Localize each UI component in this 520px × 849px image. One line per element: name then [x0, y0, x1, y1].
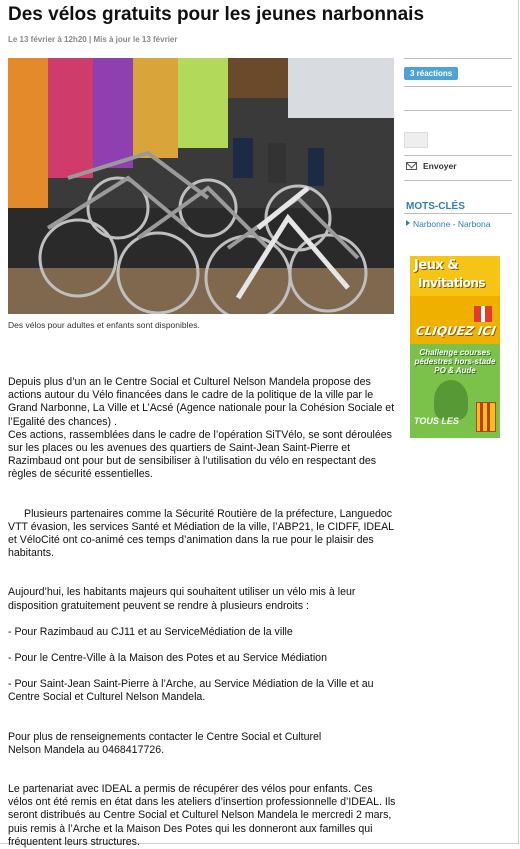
- ad-tous: TOUS LES: [414, 416, 459, 426]
- gift-icon: [474, 306, 492, 322]
- ad-header: [410, 256, 500, 296]
- article-photo[interactable]: [8, 58, 394, 314]
- ad-challenge: [410, 344, 500, 438]
- date-separator: |: [88, 35, 92, 44]
- bicycles-photo-illustration: [8, 58, 394, 314]
- keywords-list[interactable]: [406, 219, 491, 229]
- sidebar-divider: [404, 110, 512, 111]
- paragraph: Depuis plus d’un an le Centre Social et Culturel Nelson Mandela propose des actions autour du Vélo financées dans le cadre de la politique de la ville par le Grand Narbonne, La Ville et L’Acsé (Agence nationale pour la Cohésion Sociale et l’Egalité des chances) .: [8, 376, 395, 428]
- share-widget[interactable]: [404, 132, 428, 148]
- page-title: Des vélos gratuits pour les jeunes narbonnais: [8, 4, 425, 25]
- photo-caption: Des vélos pour adultes et enfants sont disponibles.: [8, 320, 200, 330]
- ad-challenge-text: Challenge courses pédestres hors-stade PO & Aude: [414, 348, 496, 375]
- send-label: Envoyer: [423, 161, 457, 171]
- send-link[interactable]: [406, 161, 457, 171]
- reactions-badge[interactable]: 3 réactions: [404, 67, 458, 80]
- paragraph: Plusieurs partenaires comme la Sécurité Routière de la préfecture, Languedoc VTT évasion, les services Santé et Médiation de la ville, l’ABP21, le CIDFF, IDEAL et VéloCité ont co-animé ces temps d’animation dans la rue pour le plaisir des habitants.: [8, 507, 394, 560]
- publish-date: Le 13 février à 12h20: [8, 35, 87, 44]
- paragraph: Pour plus de renseignements contacter le Centre Social et Culturel Nelson Mandela au 0468417726.: [8, 730, 322, 756]
- envelope-icon: [406, 162, 417, 170]
- paragraph: Ces actions, rassemblées dans le cadre de l’opération SiTVélo, se sont déroulées sur les places ou les avenues des quartiers de Saint-Jean Saint-Pierre et Razimbaud ont pour but de sensibiliser à l’utilisation du vélo en respectant des règles de sécurité essentielles.: [8, 428, 392, 481]
- paragraph: - Pour Saint-Jean Saint-Pierre à l’Arche, au Service Médiation de la Ville et au Centre Social et Culturel Nelson Mandela.: [8, 678, 374, 704]
- paragraph: Aujourd’hui, les habitants majeurs qui souhaitent utiliser un vélo mis à leur disposition gratuitement peuvent se rendre à plusieurs endroits :: [8, 586, 356, 612]
- sidebar-divider: [404, 213, 512, 214]
- article-body: [8, 376, 396, 849]
- paragraph: - Pour le Centre-Ville à la Maison des Potes et au Service Médiation: [8, 652, 327, 665]
- sidebar-divider: [404, 86, 512, 87]
- paragraph: Le partenariat avec IDEAL a permis de récupérer des vélos pour enfants. Ces vélos ont été remis en état dans les ateliers d’insertion professionnelle d’IDEAL. Ils seront distribués au Centre Social et Culturel Nelson Mandela le mercredi 2 mars, puis remis à l’Arche et la Maison Des Potes qui les donneront aux familles qui fréquentent leurs structures.: [8, 783, 396, 848]
- advertisement-banner[interactable]: [410, 256, 500, 438]
- ad-line1: Jeux &: [414, 258, 459, 273]
- sidebar-divider: [404, 58, 512, 59]
- paragraph: - Pour Razimbaud au CJ11 et au ServiceMédiation de la ville: [8, 625, 293, 638]
- sidebar-divider: [404, 180, 512, 181]
- sidebar-divider: [404, 155, 512, 156]
- article-dateline: [8, 35, 177, 44]
- ad-line2: Invitations: [418, 276, 486, 290]
- ad-cta-area[interactable]: [410, 296, 500, 344]
- update-date: Mis à jour le 13 février: [93, 35, 178, 44]
- regional-flag-icon: [476, 402, 496, 432]
- ad-cta[interactable]: CLIQUEZ ICI: [415, 324, 497, 338]
- arrow-bullet-icon: [406, 220, 410, 226]
- runner-icon: [434, 380, 468, 420]
- keywords-heading: MOTS-CLÉS: [406, 201, 465, 212]
- keyword-link[interactable]: Narbonne - Narbona: [413, 219, 491, 229]
